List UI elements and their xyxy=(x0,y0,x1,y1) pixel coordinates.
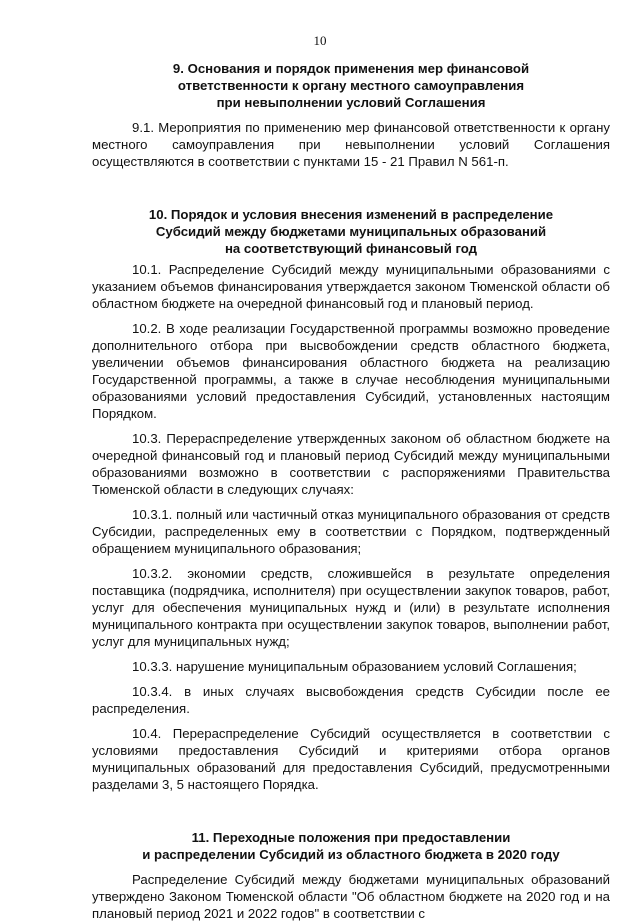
page-number: 10 xyxy=(313,33,327,48)
section-10-title xyxy=(92,206,610,257)
section-9-title-line: ответственности к органу местного самоуправления xyxy=(177,78,525,93)
paragraph-10-2: 10.2. В ходе реализации Государственной программы возможно проведение дополнительного отбора при высвобождении средств областного бюджета, увеличении объемов финансирования областного бюджета на реализацию Государственной программы, а также в случае несоблюдения муниципальными образованиями условий предоставления Субсидий, установленных настоящим Порядком. xyxy=(92,321,610,421)
paragraph-11-1: Распределение Субсидий между бюджетами муниципальных образований утверждено Законом Тюменской области "Об областном бюджете на 2020 год и на плановый период 2021 и 2022 годов" в соответствии с xyxy=(92,872,610,921)
paragraph-10-3: 10.3. Перераспределение утвержденных законом об областном бюджете на очередной финансовый год и плановый период Субсидий между муниципальными образованиями возможно в соответствии с распоряжениями Правительства Тюменской области в следующих случаях: xyxy=(92,431,610,497)
paragraph-9-1: 9.1. Мероприятия по применению мер финансовой ответственности к органу местного самоуправления при невыполнении условий Соглашения осуществляются в соответствии с пунктами 15 - 21 Правил N 561-п. xyxy=(92,120,610,169)
section-9-title xyxy=(92,60,610,111)
paragraph-10-3-4: 10.3.4. в иных случаях высвобождения средств Субсидии после ее распределения. xyxy=(92,684,610,716)
section-11-title-line: и распределении Субсидий из областного бюджета в 2020 году xyxy=(142,847,560,862)
document-body xyxy=(92,60,610,922)
section-10-title-line: 10. Порядок и условия внесения изменений в распределение xyxy=(148,207,554,222)
paragraph-10-1: 10.1. Распределение Субсидий между муниципальными образованиями с указанием объемов финансирования утверждается законом Тюменской области об областном бюджете на очередной финансовый год и плановый период. xyxy=(92,262,610,311)
section-10-title-line: на соответствующий финансовый год xyxy=(224,241,478,256)
paragraph-10-3-3: 10.3.3. нарушение муниципальным образованием условий Соглашения; xyxy=(132,659,577,674)
section-11-title xyxy=(92,829,610,863)
section-9-title-line: при невыполнении условий Соглашения xyxy=(216,95,486,110)
paragraph-10-3-2: 10.3.2. экономии средств, сложившейся в результате определения поставщика (подрядчика, исполнителя) при осуществлении закупок товаров, работ, услуг для обеспечения муниципальных нужд и (или) в результате исполнения муниципального контракта при осуществлении закупок товаров, выполнении работ, услуг для муниципальных нужд; xyxy=(92,566,610,649)
section-10-title-line: Субсидий между бюджетами муниципальных образований xyxy=(155,224,547,239)
paragraph-10-3-1: 10.3.1. полный или частичный отказ муниципального образования от средств Субсидии, распределенных ему в соответствии с Порядком, подтвержденный обращением муниципального образования; xyxy=(92,507,610,556)
section-9-title-line: 9. Основания и порядок применения мер финансовой xyxy=(172,61,530,76)
section-11-title-line: 11. Переходные положения при предоставлении xyxy=(191,830,511,845)
paragraph-10-4: 10.4. Перераспределение Субсидий осуществляется в соответствии с условиями предоставления Субсидий и критериями отбора органов муниципальных образований для предоставления Субсидий, предусмотренными разделами 3, 5 настоящего Порядка. xyxy=(92,726,610,792)
